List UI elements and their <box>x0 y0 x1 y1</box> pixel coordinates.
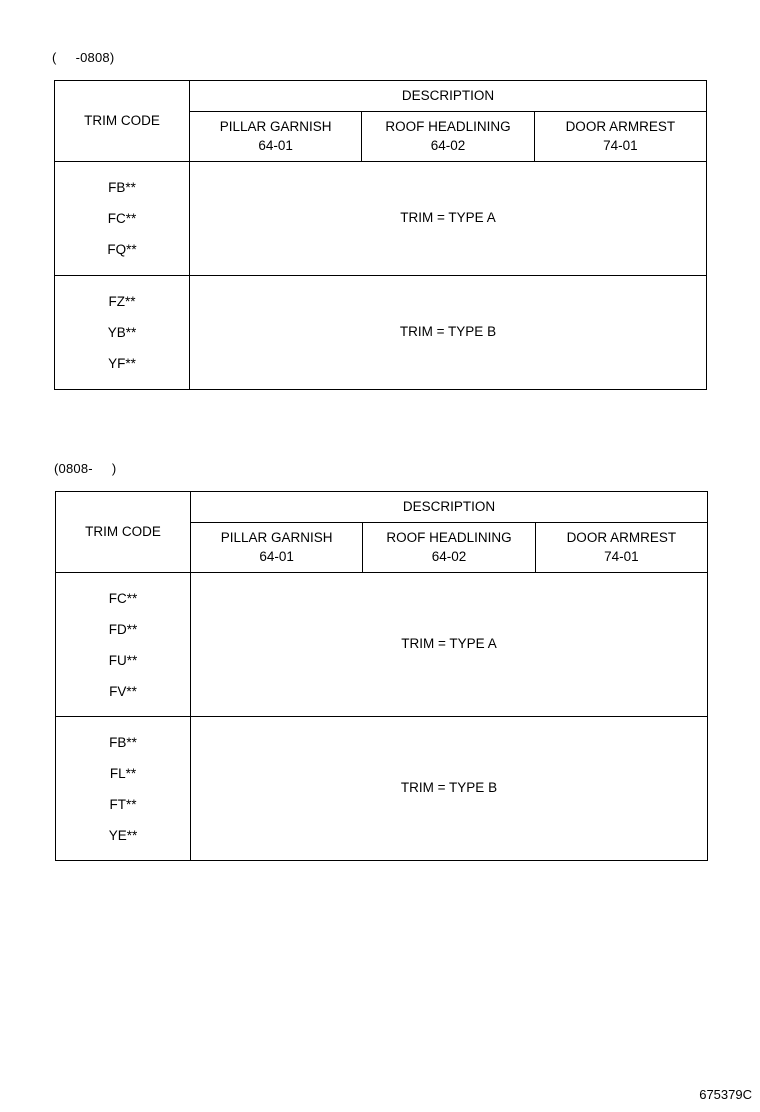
table-row <box>55 162 707 276</box>
column-header-roof-headlining <box>362 112 534 162</box>
column-code: 64-02 <box>431 548 467 564</box>
trim-code-list <box>55 162 190 276</box>
trim-code: FD** <box>108 621 138 637</box>
trim-code: FT** <box>109 796 137 812</box>
column-name: ROOF HEADLINING <box>386 530 512 546</box>
column-code: 64-01 <box>258 137 293 153</box>
trim-code-list <box>56 573 191 717</box>
trim-code-header: TRIM CODE <box>55 81 190 162</box>
trim-code: YE** <box>108 827 138 843</box>
range-label-2: (0808- ) <box>54 461 117 476</box>
trim-table-1 <box>54 80 707 390</box>
column-header-pillar-garnish <box>190 112 362 162</box>
column-name: DOOR ARMREST <box>566 530 677 546</box>
range-label-1: ( -0808) <box>52 50 115 65</box>
column-code: 64-02 <box>430 137 466 153</box>
column-code: 74-01 <box>603 137 638 153</box>
trim-code-list <box>56 717 191 861</box>
column-name: ROOF HEADLINING <box>385 119 511 135</box>
trim-code: YB** <box>107 325 137 340</box>
trim-type-value: TRIM = TYPE B <box>191 717 708 861</box>
trim-code-header: TRIM CODE <box>56 492 191 573</box>
column-header-door-armrest <box>534 112 706 162</box>
column-name: DOOR ARMREST <box>565 119 676 135</box>
trim-type-value: TRIM = TYPE A <box>190 162 707 276</box>
trim-code-list <box>55 276 190 390</box>
trim-code: FB** <box>109 734 137 750</box>
trim-code: FL** <box>109 765 137 781</box>
description-header: DESCRIPTION <box>190 81 707 112</box>
trim-type-value: TRIM = TYPE A <box>191 573 708 717</box>
column-code: 74-01 <box>604 548 639 564</box>
trim-code: FZ** <box>108 294 136 309</box>
table-row <box>56 717 708 861</box>
table-row <box>55 276 707 390</box>
column-header-pillar-garnish <box>191 523 363 573</box>
trim-code: FU** <box>108 652 138 668</box>
column-code: 64-01 <box>259 548 294 564</box>
description-header: DESCRIPTION <box>191 492 708 523</box>
table-row <box>56 573 708 717</box>
trim-code: YF** <box>108 356 136 371</box>
document-id: 675379C <box>699 1087 752 1102</box>
trim-table-2 <box>55 491 708 861</box>
column-name: PILLAR GARNISH <box>219 119 332 135</box>
trim-code: FC** <box>107 211 137 226</box>
trim-code: FQ** <box>107 242 137 257</box>
trim-type-value: TRIM = TYPE B <box>190 276 707 390</box>
trim-code: FB** <box>108 180 136 195</box>
trim-code: FV** <box>109 683 137 699</box>
column-header-door-armrest <box>535 523 707 573</box>
column-header-roof-headlining <box>363 523 535 573</box>
trim-code: FC** <box>108 590 138 606</box>
column-name: PILLAR GARNISH <box>220 530 333 546</box>
